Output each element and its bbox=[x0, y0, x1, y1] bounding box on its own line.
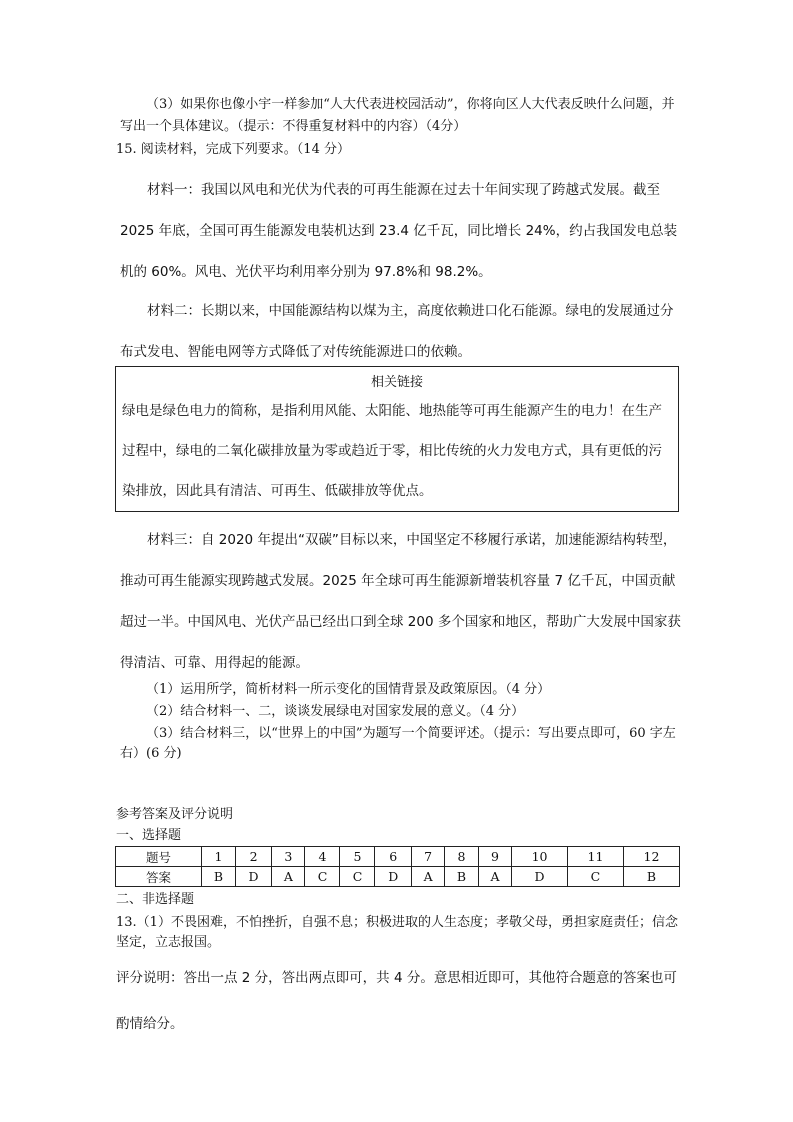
table-cell: B bbox=[445, 867, 479, 887]
q15-sub3: （3）结合材料三，以“世界上的中国”为题写一个简要评述。（提示：写出要点即可，60 字左右）(6 分) bbox=[120, 726, 676, 761]
table-cell: 3 bbox=[272, 847, 305, 867]
table-cell: B bbox=[623, 867, 679, 887]
related-link-title: 相关链接 bbox=[370, 375, 423, 390]
table-cell: 1 bbox=[202, 847, 236, 867]
table-cell: D bbox=[375, 867, 412, 887]
table-row-answers bbox=[116, 867, 680, 887]
table-cell: C bbox=[340, 867, 375, 887]
answers-title: 参考答案及评分说明 bbox=[116, 807, 234, 822]
table-row-numbers bbox=[116, 847, 680, 867]
table-cell: 4 bbox=[305, 847, 340, 867]
q15-sub2: （2）结合材料一、二，谈谈发展绿电对国家发展的意义。（4 分） bbox=[146, 704, 525, 719]
related-link-box bbox=[115, 366, 679, 512]
table-cell: B bbox=[202, 867, 236, 887]
q15-heading: 15. 阅读材料，完成下列要求。（14 分） bbox=[116, 142, 350, 157]
material-2: 材料二：长期以来，中国能源结构以煤为主，高度依赖进口化石能源。绿电的发展通过分布式发电、智能电网等方式降低了对传统能源进口的依赖。 bbox=[120, 303, 674, 360]
table-cell: C bbox=[305, 867, 340, 887]
table-cell: D bbox=[235, 867, 272, 887]
answers-section-1: 一、选择题 bbox=[116, 828, 182, 843]
related-link-text: 绿电是绿色电力的简称，是指利用风能、太阳能、地热能等可再生能源产生的电力！在生产过程中，绿电的二氧化碳排放量为零或趋近于零，相比传统的火力发电方式，具有更低的污染排放，因此具有清洁、可再生、低碳排放等优点。 bbox=[122, 403, 662, 499]
material-3: 材料三：自 2020 年提出“双碳”目标以来，中国坚定不移履行承诺，加速能源结构转型，推动可再生能源实现跨越式发展。2025 年全球可再生能源新增装机容量 7 亿千瓦，中国贡献超过一半。中国风电、光伏产品已经出口到全球 200 多个国家和地区，帮助广大发展中国家获得清洁、可靠、用得起的能源。 bbox=[120, 532, 681, 671]
q13-answer-1: 13.（1）不畏困难，不怕挫折，自强不息；积极进取的人生态度；孝敬父母，勇担家庭责任；信念坚定，立志报国。 bbox=[116, 915, 678, 950]
table-cell: 9 bbox=[478, 847, 511, 867]
table-cell: 12 bbox=[623, 847, 679, 867]
table-cell: 7 bbox=[411, 847, 444, 867]
table-cell: 8 bbox=[445, 847, 479, 867]
answers-section-2: 二、非选择题 bbox=[116, 892, 195, 907]
table-cell: A bbox=[478, 867, 511, 887]
table-cell: C bbox=[568, 867, 624, 887]
table-cell: 2 bbox=[235, 847, 272, 867]
scoring-note: 评分说明：答出一点 2 分，答出两点即可，共 4 分。意思相近即可，其他符合题意的答案也可酌情给分。 bbox=[116, 970, 677, 1032]
table-header-cell: 答案 bbox=[116, 867, 202, 887]
table-header-cell: 题号 bbox=[116, 847, 202, 867]
answer-table bbox=[115, 846, 680, 887]
table-cell: 10 bbox=[512, 847, 568, 867]
table-cell: A bbox=[272, 867, 305, 887]
table-cell: D bbox=[512, 867, 568, 887]
table-cell: A bbox=[411, 867, 444, 887]
table-cell: 6 bbox=[375, 847, 412, 867]
q15-sub1: （1）运用所学，简析材料一所示变化的国情背景及政策原因。（4 分） bbox=[146, 682, 551, 697]
table-cell: 5 bbox=[340, 847, 375, 867]
q14-part3: （3）如果你也像小宇一样参加“人大代表进校园活动”，你将向区人大代表反映什么问题，并写出一个具体建议。（提示：不得重复材料中的内容）（4分） bbox=[120, 97, 675, 134]
table-cell: 11 bbox=[568, 847, 624, 867]
material-1: 材料一：我国以风电和光伏为代表的可再生能源在过去十年间实现了跨越式发展。截至2025 年底，全国可再生能源发电装机达到 23.4 亿千瓦，同比增长 24%，约占我国发电总装机的 60%。风电、光伏平均利用率分别为 97.8%和 98.2%。 bbox=[120, 182, 678, 280]
